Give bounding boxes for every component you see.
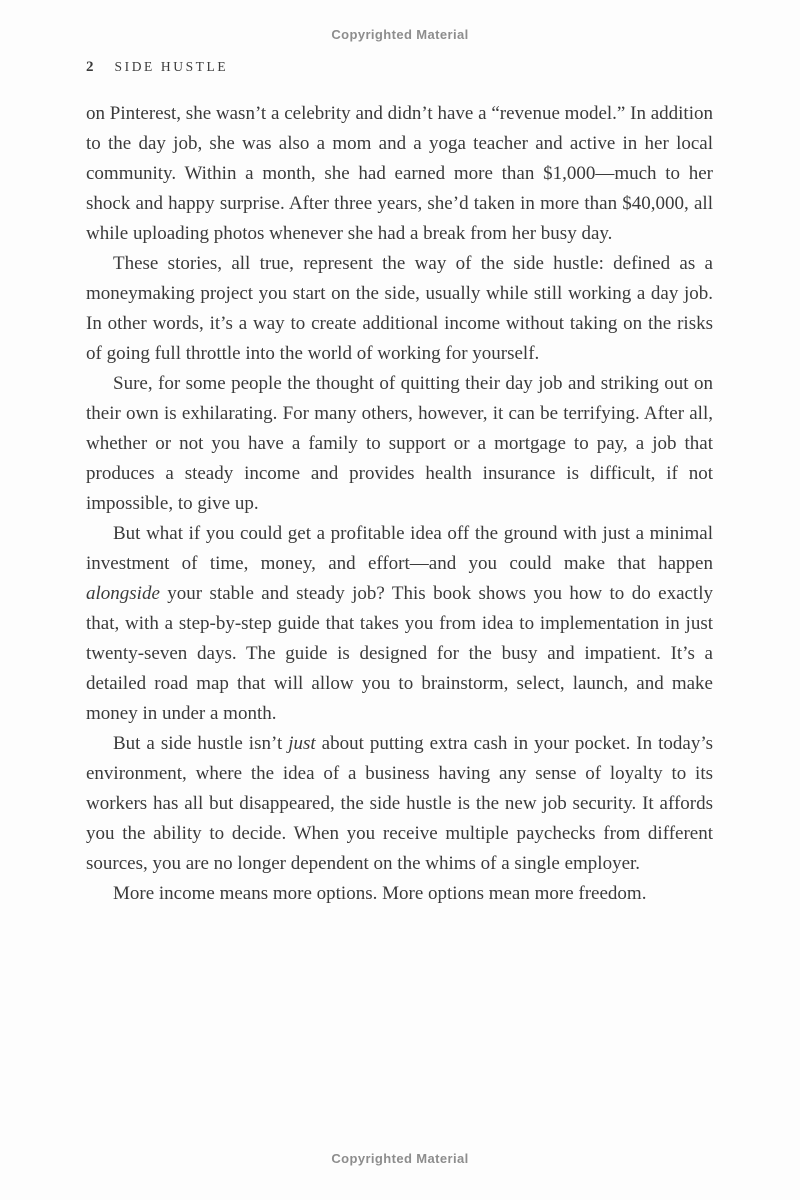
italic-text-run: alongside <box>86 583 160 604</box>
paragraph <box>86 519 713 729</box>
text-run: about putting extra cash in your pocket. In today’s environment, where the idea of a business having any sense of loyalty to its workers has all but disappeared, the side hustle is the new job security. It affords you the ability to decide. When you receive multiple paychecks from different sources, you are no longer dependent on the whims of a single employer. <box>86 733 713 874</box>
text-run: More income means more options. More options mean more freedom. <box>113 883 647 904</box>
text-run: But what if you could get a profitable idea off the ground with just a minimal investment of time, money, and effort—and you could make that happen <box>86 523 713 574</box>
page-body-text <box>86 99 713 909</box>
copyright-notice-top: Copyrighted Material <box>331 27 469 42</box>
text-run: on Pinterest, she wasn’t a celebrity and didn’t have a “revenue model.” In addition to the day job, she was also a mom and a yoga teacher and active in her local community. Within a month, she had earned more than $1,000—much to her shock and happy surprise. After three years, she’d taken in more than $40,000, all while uploading photos whenever she had a break from her busy day. <box>86 103 713 244</box>
paragraph <box>86 879 713 909</box>
running-header <box>86 59 228 76</box>
copyright-notice-bottom: Copyrighted Material <box>331 1151 469 1166</box>
text-run: These stories, all true, represent the way of the side hustle: defined as a moneymaking project you start on the side, usually while still working a day job. In other words, it’s a way to create additional income without taking on the risks of going full throttle into the world of working for yourself. <box>86 253 713 364</box>
italic-text-run: just <box>288 733 316 754</box>
text-run: Sure, for some people the thought of quitting their day job and striking out on their own is exhilarating. For many others, however, it can be terrifying. After all, whether or not you have a family to support or a mortgage to pay, a job that produces a steady income and provides health insurance is difficult, if not impossible, to give up. <box>86 373 713 514</box>
page-number: 2 <box>86 59 94 75</box>
paragraph <box>86 249 713 369</box>
text-run: your stable and steady job? This book shows you how to do exactly that, with a step-by-step guide that takes you from idea to implementation in just twenty-seven days. The guide is designed for the busy and impatient. It’s a detailed road map that will allow you to brainstorm, select, launch, and make money in under a month. <box>86 583 713 724</box>
paragraph <box>86 369 713 519</box>
paragraph <box>86 729 713 879</box>
paragraph <box>86 99 713 249</box>
running-head-title: SIDE HUSTLE <box>114 59 229 74</box>
text-run: But a side hustle isn’t <box>113 733 289 754</box>
